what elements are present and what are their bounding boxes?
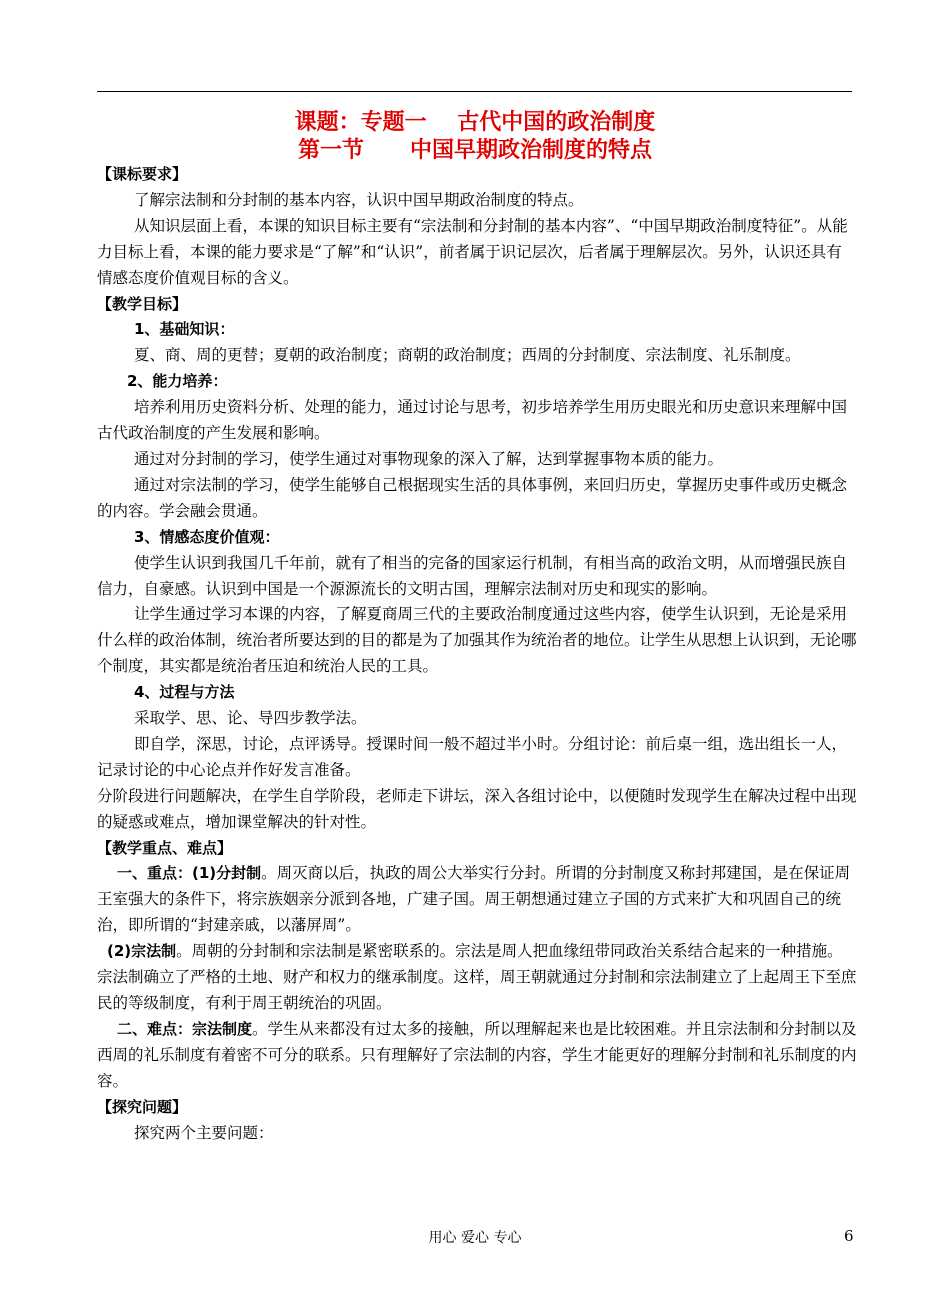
paragraph: 通过对宗法制的学习，使学生能够自己根据现实生活的具体事例，来回归历史，掌握历史事件或历史概念的内容。学会融会贯通。 [97,475,848,520]
paragraph: 让学生通过学习本课的内容，了解夏商周三代的主要政治制度通过这些内容，使学生认识到，无论是采用什么样的政治体制，统治者所要达到的目的都是为了加强其作为统治者的地位。让学生从思想上认识到，无论哪个制度，其实都是统治者压迫和统治人民的工具。 [97,605,857,676]
paragraph: 从知识层面上看，本课的知识目标主要有“宗法制和分封制的基本内容”、“中国早期政治制度特征”。从能力目标上看，本课的能力要求是“了解”和“认识”，前者属于识记层次，后者属于理解层次。另外，认识还具有情感态度价值观目标的含义。 [97,216,848,287]
subheading-basic-knowledge: 1、基础知识： [134,320,235,339]
section-title: 第一节 中国早期政治制度的特点 [298,138,652,163]
section-heading-curriculum: 【课标要求】 [97,165,188,183]
paragraph-key-point [97,939,857,1017]
paragraph: 探究两个主要问题： [134,1123,274,1142]
key-point-text: 。周灭商以后，执政的周公大举实行分封。所谓的分封制度又称封邦建国，是在保证周王室强大的条件下，将宗族姻亲分派到各地，广建子国。周王朝想通过建立子国的方式来扩大和巩固自己的统治，即所谓的“封建亲戚，以藩屏周”。 [97,864,851,935]
section-heading-key-points: 【教学重点、难点】 [97,838,233,857]
paragraph: 采取学、思、论、导四步教学法。 [134,709,367,728]
paragraph: 分阶段进行问题解决，在学生自学阶段，老师走下讲坛，深入各组讨论中，以便随时发现学生在解决过程中出现的疑惑或难点，增加课堂解决的针对性。 [97,786,857,831]
paragraph-key-point [97,861,857,939]
paragraph: 培养利用历史资料分析、处理的能力，通过讨论与思考，初步培养学生用历史眼光和历史意识来理解中国古代政治制度的产生发展和影响。 [97,398,848,443]
document-body [97,162,857,1146]
difficulty-label: 二、难点：宗法制度 [117,1019,253,1038]
paragraph: 使学生认识到我国几千年前，就有了相当的完备的国家运行机制，有相当高的政治文明，从而增强民族自信力，自豪感。认识到中国是一个源源流长的文明古国，理解宗法制对历史和现实的影响。 [97,553,848,598]
paragraph: 通过对分封制的学习，使学生通过对事物现象的深入了解，达到掌握事物本质的能力。 [134,449,724,468]
header-rule [97,91,852,92]
key-point-text: 。周朝的分封制和宗法制是紧密联系的。宗法是周人把血缘纽带同政治关系结合起来的一种措施。宗法制确立了严格的土地、财产和权力的继承制度。这样，周王朝就通过分封制和宗法制建立了上起周王下至庶民的等级制度，有利于周王朝统治的巩固。 [97,942,857,1012]
key-point-label: 一、重点：(1)分封制 [117,864,262,883]
subheading-ability: 2、能力培养： [127,372,228,391]
section-heading-inquiry: 【探究问题】 [97,1097,188,1116]
paragraph-difficulty [97,1017,857,1095]
section-heading-objectives: 【教学目标】 [97,294,188,313]
document-title: 课题：专题一 古代中国的政治制度 [294,110,656,135]
paragraph: 即自学，深思，讨论，点评诱导。授课时间一般不超过半小时。分组讨论：前后桌一组，选出组长一人，记录讨论的中心论点并作好发言准备。 [97,734,848,779]
subheading-values: 3、情感态度价值观： [134,527,280,546]
page-footer: 用心 爱心 专心 [428,1230,522,1246]
paragraph: 了解宗法制和分封制的基本内容，认识中国早期政治制度的特点。 [134,190,584,209]
page-number: 6 [844,1227,854,1245]
subheading-process: 4、过程与方法 [134,683,235,702]
difficulty-text: 。学生从来都没有过太多的接触，所以理解起来也是比较困难。并且宗法制和分封制以及西周的礼乐制度有着密不可分的联系。只有理解好了宗法制的内容，学生才能更好的理解分封制和礼乐制度的内容。 [97,1019,857,1090]
paragraph: 夏、商、周的更替；夏朝的政治制度；商朝的政治制度；西周的分封制度、宗法制度、礼乐制度。 [134,346,801,365]
key-point-label: (2)宗法制 [107,942,177,961]
